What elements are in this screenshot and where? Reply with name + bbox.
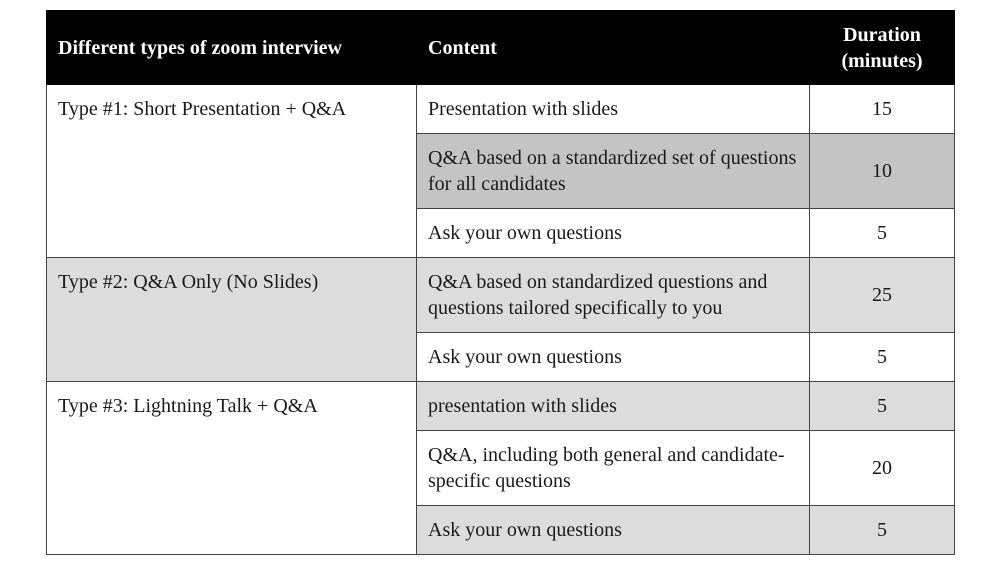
header-duration-label: Duration [843,23,921,46]
table-row [47,382,955,431]
duration-cell: 5 [810,333,955,382]
content-cell: Ask your own questions [417,333,810,382]
header-duration-unit: (minutes) [841,49,923,72]
table-row [47,258,955,333]
type-cell-3: Type #3: Lightning Talk + Q&A [47,382,417,555]
interview-types-table [46,10,955,555]
type-cell-2: Type #2: Q&A Only (No Slides) [47,258,417,382]
table-row [47,85,955,134]
type-cell-1: Type #1: Short Presentation + Q&A [47,85,417,258]
content-cell: Ask your own questions [417,506,810,555]
duration-cell: 20 [810,431,955,506]
duration-cell: 10 [810,134,955,209]
content-cell: Ask your own questions [417,209,810,258]
content-cell: presentation with slides [417,382,810,431]
content-cell: Q&A based on standardized questions and questions tailored specifically to you [417,258,810,333]
duration-cell: 15 [810,85,955,134]
duration-cell: 5 [810,506,955,555]
content-cell: Q&A, including both general and candidate-specific questions [417,431,810,506]
content-cell: Presentation with slides [417,85,810,134]
duration-cell: 25 [810,258,955,333]
header-row [47,11,955,85]
header-type: Different types of zoom interview [47,11,417,85]
duration-cell: 5 [810,209,955,258]
header-duration [810,11,955,85]
header-content: Content [417,11,810,85]
content-cell: Q&A based on a standardized set of questions for all candidates [417,134,810,209]
duration-cell: 5 [810,382,955,431]
